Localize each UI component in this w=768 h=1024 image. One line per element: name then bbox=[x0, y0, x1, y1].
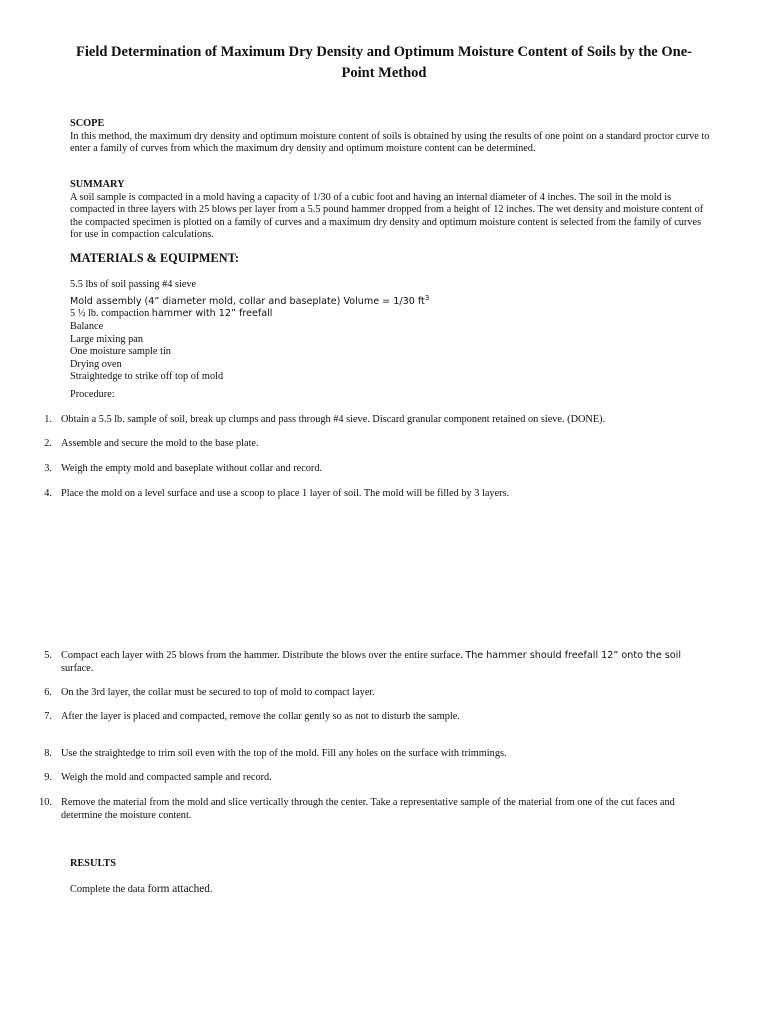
scope-text: In this method, the maximum dry density and optimum moisture content of soils is obtained by using the results of one point on a standard proctor curve to enter a family of curves from which the maximum dry density and optimum moisture content can be determined. bbox=[70, 130, 710, 155]
step-text: Place the mold on a level surface and use a scoop to place 1 layer of soil. The mold will be filled by 3 layers. bbox=[61, 488, 510, 499]
materials-section bbox=[70, 252, 710, 265]
materials-heading: MATERIALS & EQUIPMENT: bbox=[70, 251, 239, 265]
step-text: Weigh the mold and compacted sample and record. bbox=[61, 772, 272, 783]
materials-item: Balance bbox=[70, 320, 104, 332]
step-number: 5. bbox=[44, 650, 52, 661]
step-number: 1. bbox=[44, 414, 52, 425]
step-text-alt: The hammer should freefall 12” onto the soil bbox=[465, 650, 682, 661]
results-section bbox=[70, 858, 710, 871]
scope-heading: SCOPE bbox=[70, 118, 105, 129]
materials-item: Drying oven bbox=[70, 358, 122, 370]
results-heading: RESULTS bbox=[70, 858, 116, 869]
step-text: Use the straightedge to trim soil even with the top of the mold. Fill any holes on the surface with trimmings. bbox=[61, 748, 507, 759]
summary-section bbox=[70, 179, 710, 242]
results-text-a: Complete the data bbox=[70, 884, 148, 895]
step-number: 9. bbox=[44, 772, 52, 783]
materials-item-text: Mold assembly (4” diameter mold, collar and baseplate) Volume = 1/30 ft bbox=[70, 295, 425, 307]
materials-item bbox=[70, 308, 710, 321]
materials-item: Straightedge to strike off top of mold bbox=[70, 371, 224, 383]
materials-item-text-alt: hammer with 12” freefall bbox=[151, 308, 273, 320]
step-text: On the 3rd layer, the collar must be secured to top of mold to compact layer. bbox=[61, 687, 375, 698]
step-text: Obtain a 5.5 lb. sample of soil, break up clumps and pass through #4 sieve. Discard granular component retained on sieve. (DONE). bbox=[61, 414, 606, 425]
results-text bbox=[70, 883, 710, 897]
results-text-b: form attached. bbox=[147, 883, 213, 895]
materials-item: One moisture sample tin bbox=[70, 346, 171, 358]
materials-list bbox=[70, 279, 710, 384]
step-number: 6. bbox=[44, 687, 52, 698]
volume-exponent: 3 bbox=[424, 293, 430, 302]
summary-heading: SUMMARY bbox=[70, 179, 125, 190]
step-number: 3. bbox=[44, 463, 52, 474]
step-text-end: surface. bbox=[61, 662, 94, 674]
step-number: 8. bbox=[44, 748, 52, 759]
step-text: After the layer is placed and compacted, remove the collar gently so as not to disturb the sample. bbox=[61, 711, 460, 722]
step-text: Remove the material from the mold and slice vertically through the center. Take a representative sample of the material from one of the cut faces and determine the moisture content. bbox=[61, 797, 675, 821]
step-number: 10. bbox=[39, 797, 52, 808]
step-text-wrap bbox=[61, 650, 711, 675]
step-number: 7. bbox=[44, 711, 52, 722]
materials-item bbox=[70, 292, 710, 309]
step-number: 4. bbox=[44, 488, 52, 499]
scope-section bbox=[70, 118, 710, 156]
summary-text: A soil sample is compacted in a mold having a capacity of 1/30 of a cubic foot and having an internal diameter of 4 inches. The soil in the mold is compacted in three layers with 25 blows per layer from a 5.5 pound hammer dropped from a height of 12 inches. The wet density and moisture content of the compacted specimen is plotted on a family of curves and a maximum dry density and optimum moisture content is selected from the family of curves for use in compaction calculations. bbox=[70, 191, 704, 241]
step-text: Compact each layer with 25 blows from the hammer. Distribute the blows over the entire surface. bbox=[61, 650, 466, 661]
materials-item: 5.5 lbs of soil passing #4 sieve bbox=[70, 279, 197, 290]
materials-item: Large mixing pan bbox=[70, 333, 144, 345]
step-number: 2. bbox=[44, 438, 52, 449]
document-title: Field Determination of Maximum Dry Density and Optimum Moisture Content of Soils by the One-Point Method bbox=[76, 44, 692, 81]
step-text: Assemble and secure the mold to the base plate. bbox=[61, 438, 259, 449]
procedure-label: Procedure: bbox=[70, 389, 115, 400]
materials-item-text: 5 ½ lb. compaction bbox=[70, 308, 150, 320]
step-text: Weigh the empty mold and baseplate without collar and record. bbox=[61, 463, 323, 474]
